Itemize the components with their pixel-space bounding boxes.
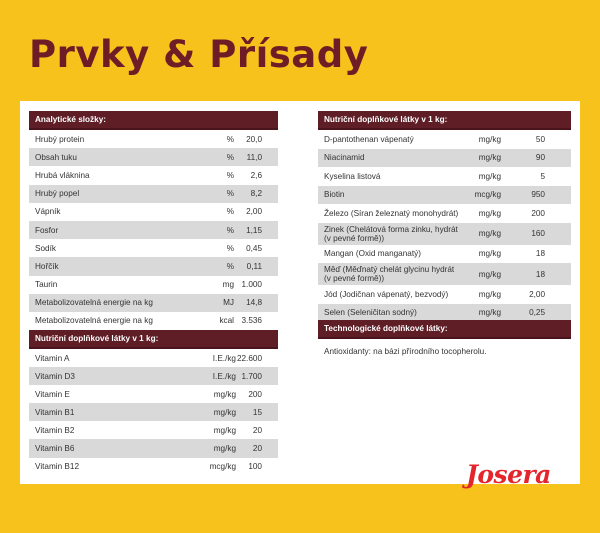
table-row [29,439,278,457]
row-unit: mg/kg [478,134,501,144]
row-name: Niacinamid [324,153,365,163]
row-unit: mg/kg [213,444,236,454]
row-value: 20 [252,444,262,454]
row-name: Vitamin D3 [35,371,75,381]
table-row [29,148,278,166]
table-row [318,223,571,245]
row-unit: mg/kg [478,171,501,181]
row-value: 3.536 [241,316,262,326]
table-row [318,204,571,223]
page-title: Prvky & Přísady [29,33,369,76]
row-name: Taurin [35,280,58,290]
row-value: 2,00 [246,207,262,217]
row-name: Selen (Seleničitan sodný) [324,308,417,318]
analytical-table-header: Analytické složky: [29,111,278,130]
row-name: Železo (Síran železnatý monohydrát) [324,208,459,218]
row-unit: MJ [223,298,234,308]
row-value: 20 [252,425,262,435]
table-row [29,349,278,367]
technological-note: Antioxidanty: na bázi přírodního tocopherolu. [324,347,487,356]
row-name: Fosfor [35,225,59,235]
nutrients-table-header: Nutriční doplňkové látky v 1 kg: [318,111,571,130]
row-value: 0,11 [246,261,262,271]
row-name: Hrubá vláknina [35,170,90,180]
row-value: 200 [531,208,545,218]
row-name: Sodík [35,243,56,253]
row-name: Kyselina listová [324,171,381,181]
row-value: 0,25 [529,308,545,318]
table-row [318,149,571,168]
table-row [29,421,278,439]
row-unit: mcg/kg [209,462,236,472]
table-row [29,166,278,184]
row-unit: % [226,152,234,162]
row-name: Metabolizovatelná energie na kg [35,298,153,308]
table-row [29,385,278,403]
row-unit: mg/kg [478,289,501,299]
table-row [318,130,571,149]
table-row [29,257,278,275]
table-row [29,185,278,203]
row-unit: mg/kg [213,389,236,399]
row-name: Měď (Měďnatý chelát glycinu hydrát (v pevné formě)) [324,265,455,283]
row-value: 18 [535,249,545,259]
table-row [29,367,278,385]
row-unit: I.E./kg [212,353,236,363]
analytical-table [29,111,278,330]
table-row [29,203,278,221]
row-name: Vitamin A [35,353,70,363]
row-unit: % [226,189,234,199]
technological-table-header: Technologické doplňkové látky: [318,320,571,339]
vitamins-table [29,330,278,476]
row-unit: mcg/kg [474,190,501,200]
row-name: Vitamin B2 [35,425,75,435]
row-unit: mg/kg [478,269,501,279]
row-name: Hrubý protein [35,134,85,144]
row-value: 5 [540,171,545,181]
row-value: 18 [535,269,545,279]
row-unit: % [226,243,234,253]
row-value: 15 [252,407,262,417]
table-row [29,130,278,148]
row-unit: mg/kg [213,407,236,417]
row-value: 90 [535,153,545,163]
table-row [29,276,278,294]
composition-panel [20,101,580,484]
table-row [318,245,571,264]
row-name: D-pantothenan vápenatý [324,134,414,144]
row-unit: % [226,261,234,271]
row-name: Vitamin E [35,389,70,399]
row-name: Vitamin B12 [35,462,79,472]
technological-table [318,320,571,364]
bottom-strip [0,516,600,533]
row-unit: mg/kg [478,208,501,218]
row-name: Mangan (Oxid manganatý) [324,249,421,259]
row-name: Vápník [35,207,61,217]
table-row [318,285,571,304]
row-name: Hořčík [35,261,59,271]
row-value: 160 [531,229,545,238]
row-value: 1,15 [246,225,262,235]
row-unit: mg/kg [478,308,501,318]
row-value: 20,0 [246,134,262,144]
nutrients-table [318,111,571,322]
row-unit: kcal [219,316,234,326]
row-unit: I.E./kg [212,371,236,381]
row-unit: mg/kg [478,249,501,259]
table-row [29,239,278,257]
row-name: Vitamin B1 [35,407,75,417]
row-name: Jód (Jodičnan vápenatý, bezvodý) [324,289,449,299]
row-value: 0,45 [246,243,262,253]
row-value: 950 [531,190,545,200]
row-value: 1.000 [241,280,262,290]
row-value: 14,8 [246,298,262,308]
vitamins-table-header: Nutriční doplňkové látky v 1 kg: [29,330,278,349]
row-unit: mg/kg [213,425,236,435]
row-unit: mg/kg [478,153,501,163]
row-unit: % [226,225,234,235]
row-value: 11,0 [246,152,262,162]
row-unit: % [226,207,234,217]
row-value: 8,2 [250,189,262,199]
row-value: 2,00 [529,289,545,299]
table-row [29,221,278,239]
row-value: 22.600 [236,353,262,363]
row-unit: mg/kg [478,229,501,238]
row-name: Hrubý popel [35,189,80,199]
row-name: Zinek (Chelátová forma zinku, hydrát (v pevné formě)) [324,224,458,243]
table-row [29,294,278,312]
row-unit: % [226,170,234,180]
row-value: 50 [535,134,545,144]
row-unit: % [226,134,234,144]
row-name: Biotin [324,190,345,200]
row-name: Vitamin B6 [35,444,75,454]
row-name: Metabolizovatelná energie na kg [35,316,153,326]
row-value: 1.700 [241,371,262,381]
table-row [318,167,571,186]
row-name: Obsah tuku [35,152,77,162]
row-value: 100 [248,462,262,472]
josera-logo: Josera [466,460,551,489]
row-unit: mg [222,280,234,290]
row-value: 2,6 [250,170,262,180]
table-row [29,312,278,330]
table-row [29,458,278,476]
table-row [318,263,571,285]
table-row [318,186,571,205]
row-value: 200 [248,389,262,399]
table-row [29,403,278,421]
